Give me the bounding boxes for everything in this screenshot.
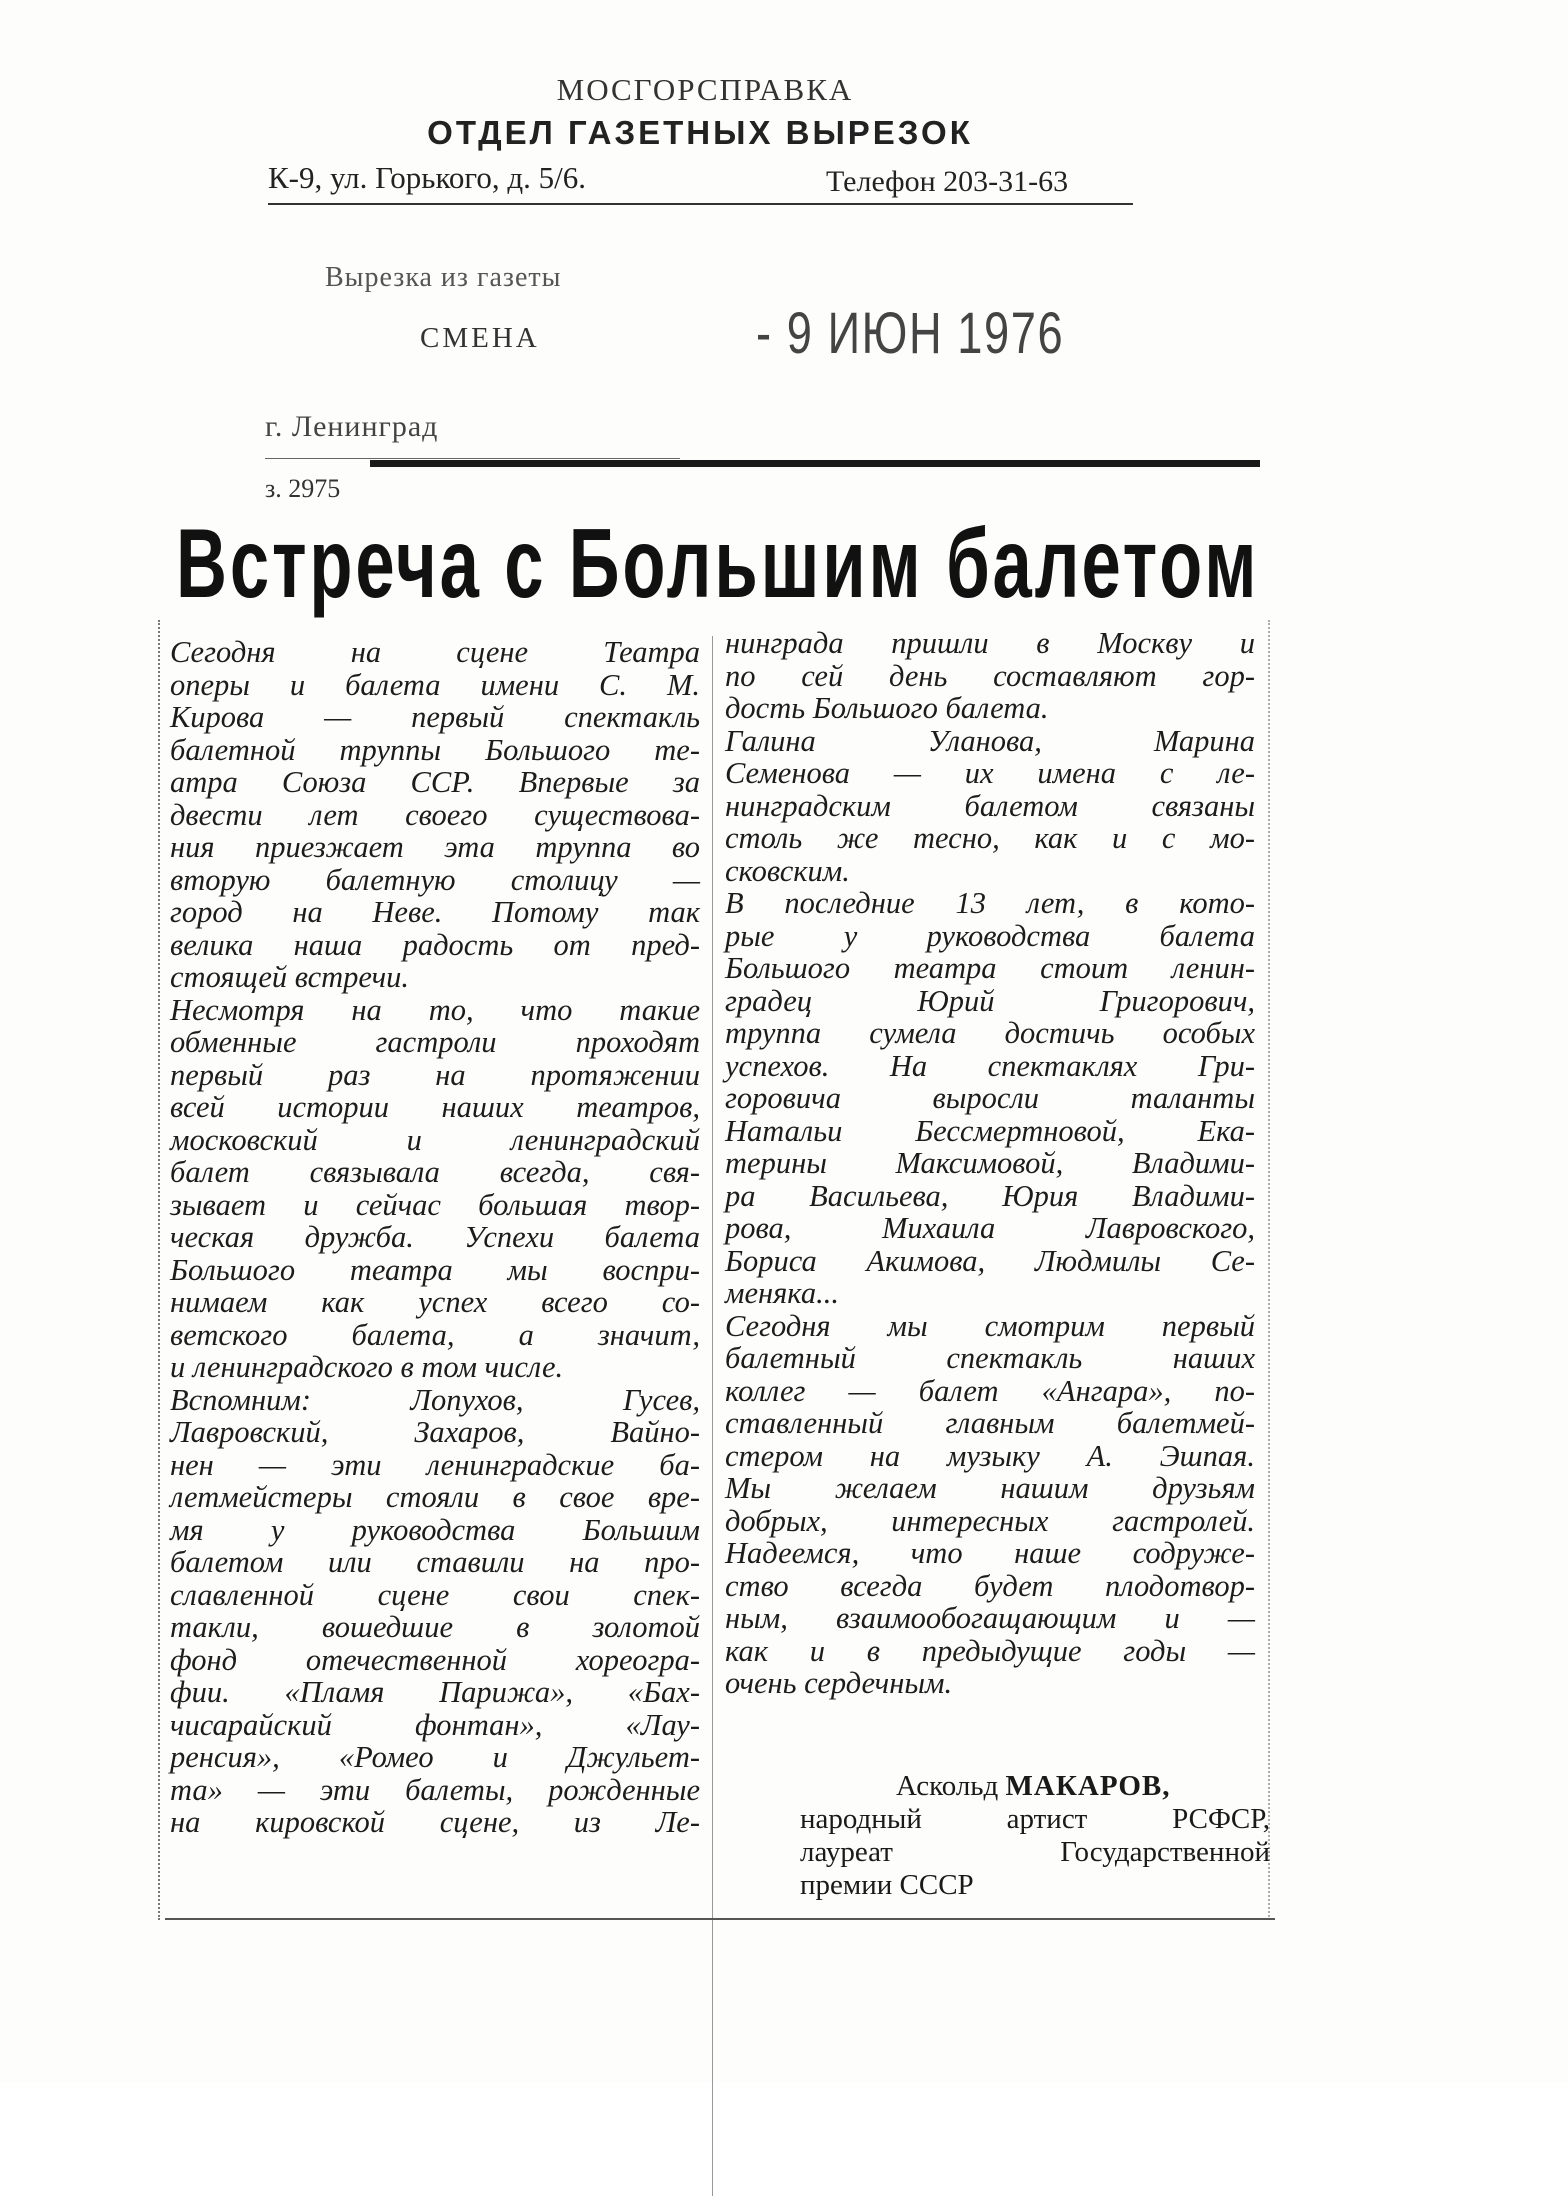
article-line: труппа сумела достичь особых (725, 1016, 1255, 1050)
article-line: коллег — балет «Ангара», по- (725, 1373, 1255, 1408)
article-line: Бориса Акимова, Людмилы Се- (725, 1243, 1255, 1278)
article-column-left (170, 636, 700, 1839)
author-first-name: Аскольд (896, 1770, 999, 1802)
article-line: на кировской сцене, из Ле- (170, 1805, 700, 1839)
article-line: двести лет своего существова- (170, 797, 700, 832)
article-line: по сей день составляют гор- (725, 658, 1255, 693)
city-underline (265, 458, 680, 459)
article-line: ра Васильева, Юрия Владими- (725, 1178, 1255, 1213)
article-line: стоящей встречи. (170, 960, 409, 994)
cut-from-label: Вырезка из газеты (325, 262, 562, 293)
article-line: ренсия», «Ромео и Джульет- (170, 1740, 700, 1774)
article-line: столь же тесно, как и с мо- (725, 821, 1255, 855)
article-line: славленной сцене свои спек- (170, 1577, 700, 1612)
article-line: московский и ленинградский (170, 1122, 700, 1157)
article-line: нинграда пришли в Москву и (725, 626, 1255, 660)
article-line: ство всегда будет плодотвор- (725, 1568, 1255, 1603)
author-signature (800, 1770, 1270, 1902)
article-line: как и в предыдущие годы — (725, 1633, 1255, 1668)
article-line: ветского балета, а значит, (170, 1317, 700, 1352)
article-line: дость Большого балета. (725, 691, 1049, 725)
article-line: стером на музыку А. Эшпая. (725, 1438, 1255, 1473)
article-line: такли, вошедшие в золотой (170, 1610, 700, 1644)
article-line: мя у руководства Большим (170, 1512, 700, 1547)
article-line: Лавровский, Захаров, Вайно- (170, 1415, 700, 1449)
article-line: успехов. На спектаклях Гри- (725, 1048, 1255, 1083)
agency-address: К-9, ул. Горького, д. 5/6. (268, 160, 587, 195)
article-line: терины Максимовой, Владими- (725, 1146, 1255, 1180)
article-line: горовича выросли таланты (725, 1081, 1255, 1115)
article-line: Натальи Бессмертновой, Ека- (725, 1113, 1255, 1148)
article-line: ным, взаимообогащающим и — (725, 1601, 1255, 1635)
article-line: ставленный главным балетмей- (725, 1406, 1255, 1440)
agency-name: МОСГОРСПРАВКА (556, 72, 854, 107)
department-name: ОТДЕЛ ГАЗЕТНЫХ ВЫРЕЗОК (427, 114, 973, 151)
article-line: Несмотря на то, что такие (170, 992, 700, 1027)
article-line: рые у руководства балета (725, 918, 1255, 953)
clipping-bottom-rule (165, 1918, 1275, 1920)
article-line: балетной труппы Большого те- (170, 732, 700, 767)
article-line: атра Союза ССР. Впервые за (170, 765, 700, 799)
article-line: Галина Уланова, Марина (725, 723, 1255, 758)
article-line: нинградским балетом связаны (725, 788, 1255, 823)
article-line: оперы и балета имени С. М. (170, 667, 700, 702)
article-line: сковским. (725, 853, 850, 888)
newspaper-name: СМЕНА (420, 322, 540, 354)
article-line: вторую балетную столицу — (170, 862, 700, 897)
author-last-name: МАКАРОВ, (1005, 1770, 1171, 1802)
article-line: добрых, интересных гастролей. (725, 1503, 1255, 1538)
article-line: Мы желаем нашим друзьям (725, 1471, 1255, 1505)
article-line: рова, Михаила Лавровского, (725, 1211, 1255, 1245)
article-line: зывает и сейчас большая твор- (170, 1187, 700, 1222)
article-line: всей истории наших театров, (170, 1090, 700, 1124)
article-line: Надеемся, что наше содруже- (725, 1536, 1255, 1570)
article-line: нимаем как успех всего со- (170, 1285, 700, 1319)
article-line: градец Юрий Григорович, (725, 983, 1255, 1018)
article-line: фии. «Пламя Парижа», «Бах- (170, 1675, 700, 1709)
article-column-right (725, 627, 1255, 1700)
right-cut-edge (1268, 620, 1272, 1920)
article-line: ния приезжает эта труппа во (170, 830, 700, 864)
issue-number: з. 2975 (265, 474, 341, 503)
article-line: обменные гастроли проходят (170, 1025, 700, 1059)
article-line: меняка... (725, 1276, 839, 1310)
article-line: велика наша радость от пред- (170, 927, 700, 962)
article-headline: Встреча с Большим балетом (176, 508, 1260, 618)
article-line: и ленинградского в том числе. (170, 1350, 564, 1384)
article-line: Сегодня на сцене Театра (170, 635, 700, 669)
article-line: балет связывала всегда, свя- (170, 1155, 700, 1189)
article-line: первый раз на протяжении (170, 1057, 700, 1092)
article-line: очень сердечным. (725, 1666, 953, 1700)
date-stamp: - 9 ИЮН 1976 (756, 301, 1065, 366)
header-rule (268, 203, 1133, 205)
article-line: Вспомним: Лопухов, Гусев, (170, 1382, 700, 1417)
author-title-1: народный артист РСФСР, (800, 1803, 1270, 1835)
article-line: фонд отечественной хореогра- (170, 1642, 700, 1677)
article-line: город на Неве. Потому так (170, 895, 700, 929)
left-cut-edge (158, 620, 162, 1920)
article-line: балетный спектакль наших (725, 1341, 1255, 1375)
article-top-rule (370, 460, 1260, 467)
article-line: нен — эти ленинградские ба- (170, 1447, 700, 1482)
author-name-line (800, 1770, 1270, 1803)
author-title-3: премии СССР (800, 1869, 974, 1901)
article-line: Большого театра стоит ленин- (725, 951, 1255, 985)
article-line: чисарайский фонтан», «Лау- (170, 1707, 700, 1742)
article-line: Большого театра мы воспри- (170, 1252, 700, 1287)
column-divider (712, 636, 713, 2196)
article-line: балетом или ставили на про- (170, 1545, 700, 1579)
article-line: Сегодня мы смотрим первый (725, 1308, 1255, 1343)
article-line: ческая дружба. Успехи балета (170, 1220, 700, 1254)
article-line: В последние 13 лет, в кото- (725, 886, 1255, 920)
article-line: та» — эти балеты, рожденные (170, 1772, 700, 1807)
city-label: г. Ленинград (265, 410, 439, 443)
agency-phone: Телефон 203-31-63 (826, 165, 1069, 198)
article-line: Кирова — первый спектакль (170, 700, 700, 734)
author-title-2: лауреат Государственной (800, 1836, 1270, 1868)
article-line: Семенова — их имена с ле- (725, 756, 1255, 790)
article-line: летмейстеры стояли в свое вре- (170, 1480, 700, 1514)
